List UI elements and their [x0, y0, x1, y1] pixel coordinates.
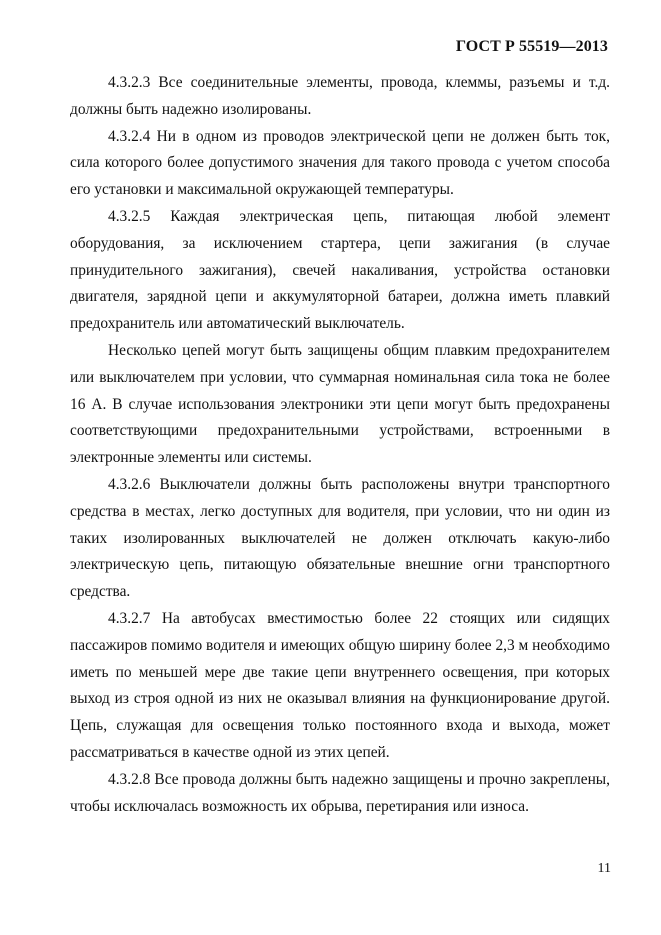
paragraph-4-3-2-4: 4.3.2.4 Ни в одном из проводов электрической цепи не должен быть ток, сила которого более допустимого значения для такого провода с учетом способа его установки и максимальной окружающей температуры.: [70, 127, 610, 199]
paragraph-4-3-2-5: 4.3.2.5 Каждая электрическая цепь, питающая любой элемент оборудования, за исключением стартера, цепи зажигания (в случае принудительного зажигания), свечей накаливания, устройства остановки двигателя, зарядной цепи и аккумуляторной батареи, должна иметь плавкий предохранитель или автоматический выключатель.: [70, 207, 610, 333]
document-code-header: ГОСТ Р 55519—2013: [455, 38, 608, 55]
paragraph-4-3-2-3: 4.3.2.3 Все соединительные элементы, провода, клеммы, разъемы и т.д. должны быть надежно изолированы.: [70, 74, 610, 118]
document-body: [70, 70, 610, 820]
paragraph-4-3-2-8: 4.3.2.8 Все провода должны быть надежно защищены и прочно закреплены, чтобы исключалась возможность их обрыва, перетирания или износа.: [70, 770, 610, 815]
paragraph-4-3-2-6: 4.3.2.6 Выключатели должны быть расположены внутри транспортного средства в местах, легко доступных для водителя, при условии, что ни один из таких изолированных выключателей не должен отключать какую-либо электрическую цепь, питающую обязательные внешние огни транспортного средства.: [70, 475, 610, 601]
paragraph-4-3-2-7: 4.3.2.7 На автобусах вместимостью более 22 стоящих или сидящих пассажиров помимо водителя и имеющих общую ширину более 2,3 м необходимо иметь по меньшей мере две такие цепи внутреннего освещения, при которых выход из строя одной из них не оказывал влияния на функционирование другой. Цепь, служащая для освещения только постоянного входа и выхода, может рассматриваться в качестве одной из этих цепей.: [70, 609, 610, 761]
paragraph-4-3-2-5-continuation: Несколько цепей могут быть защищены общим плавким предохранителем или выключателем при условии, что суммарная номинальная сила тока не более 16 А. В случае использования электроники эти цепи могут быть предохранены соответствующими предохранительными устройствами, встроенными в электронные элементы или системы.: [70, 341, 610, 467]
page-number: 11: [597, 861, 611, 876]
